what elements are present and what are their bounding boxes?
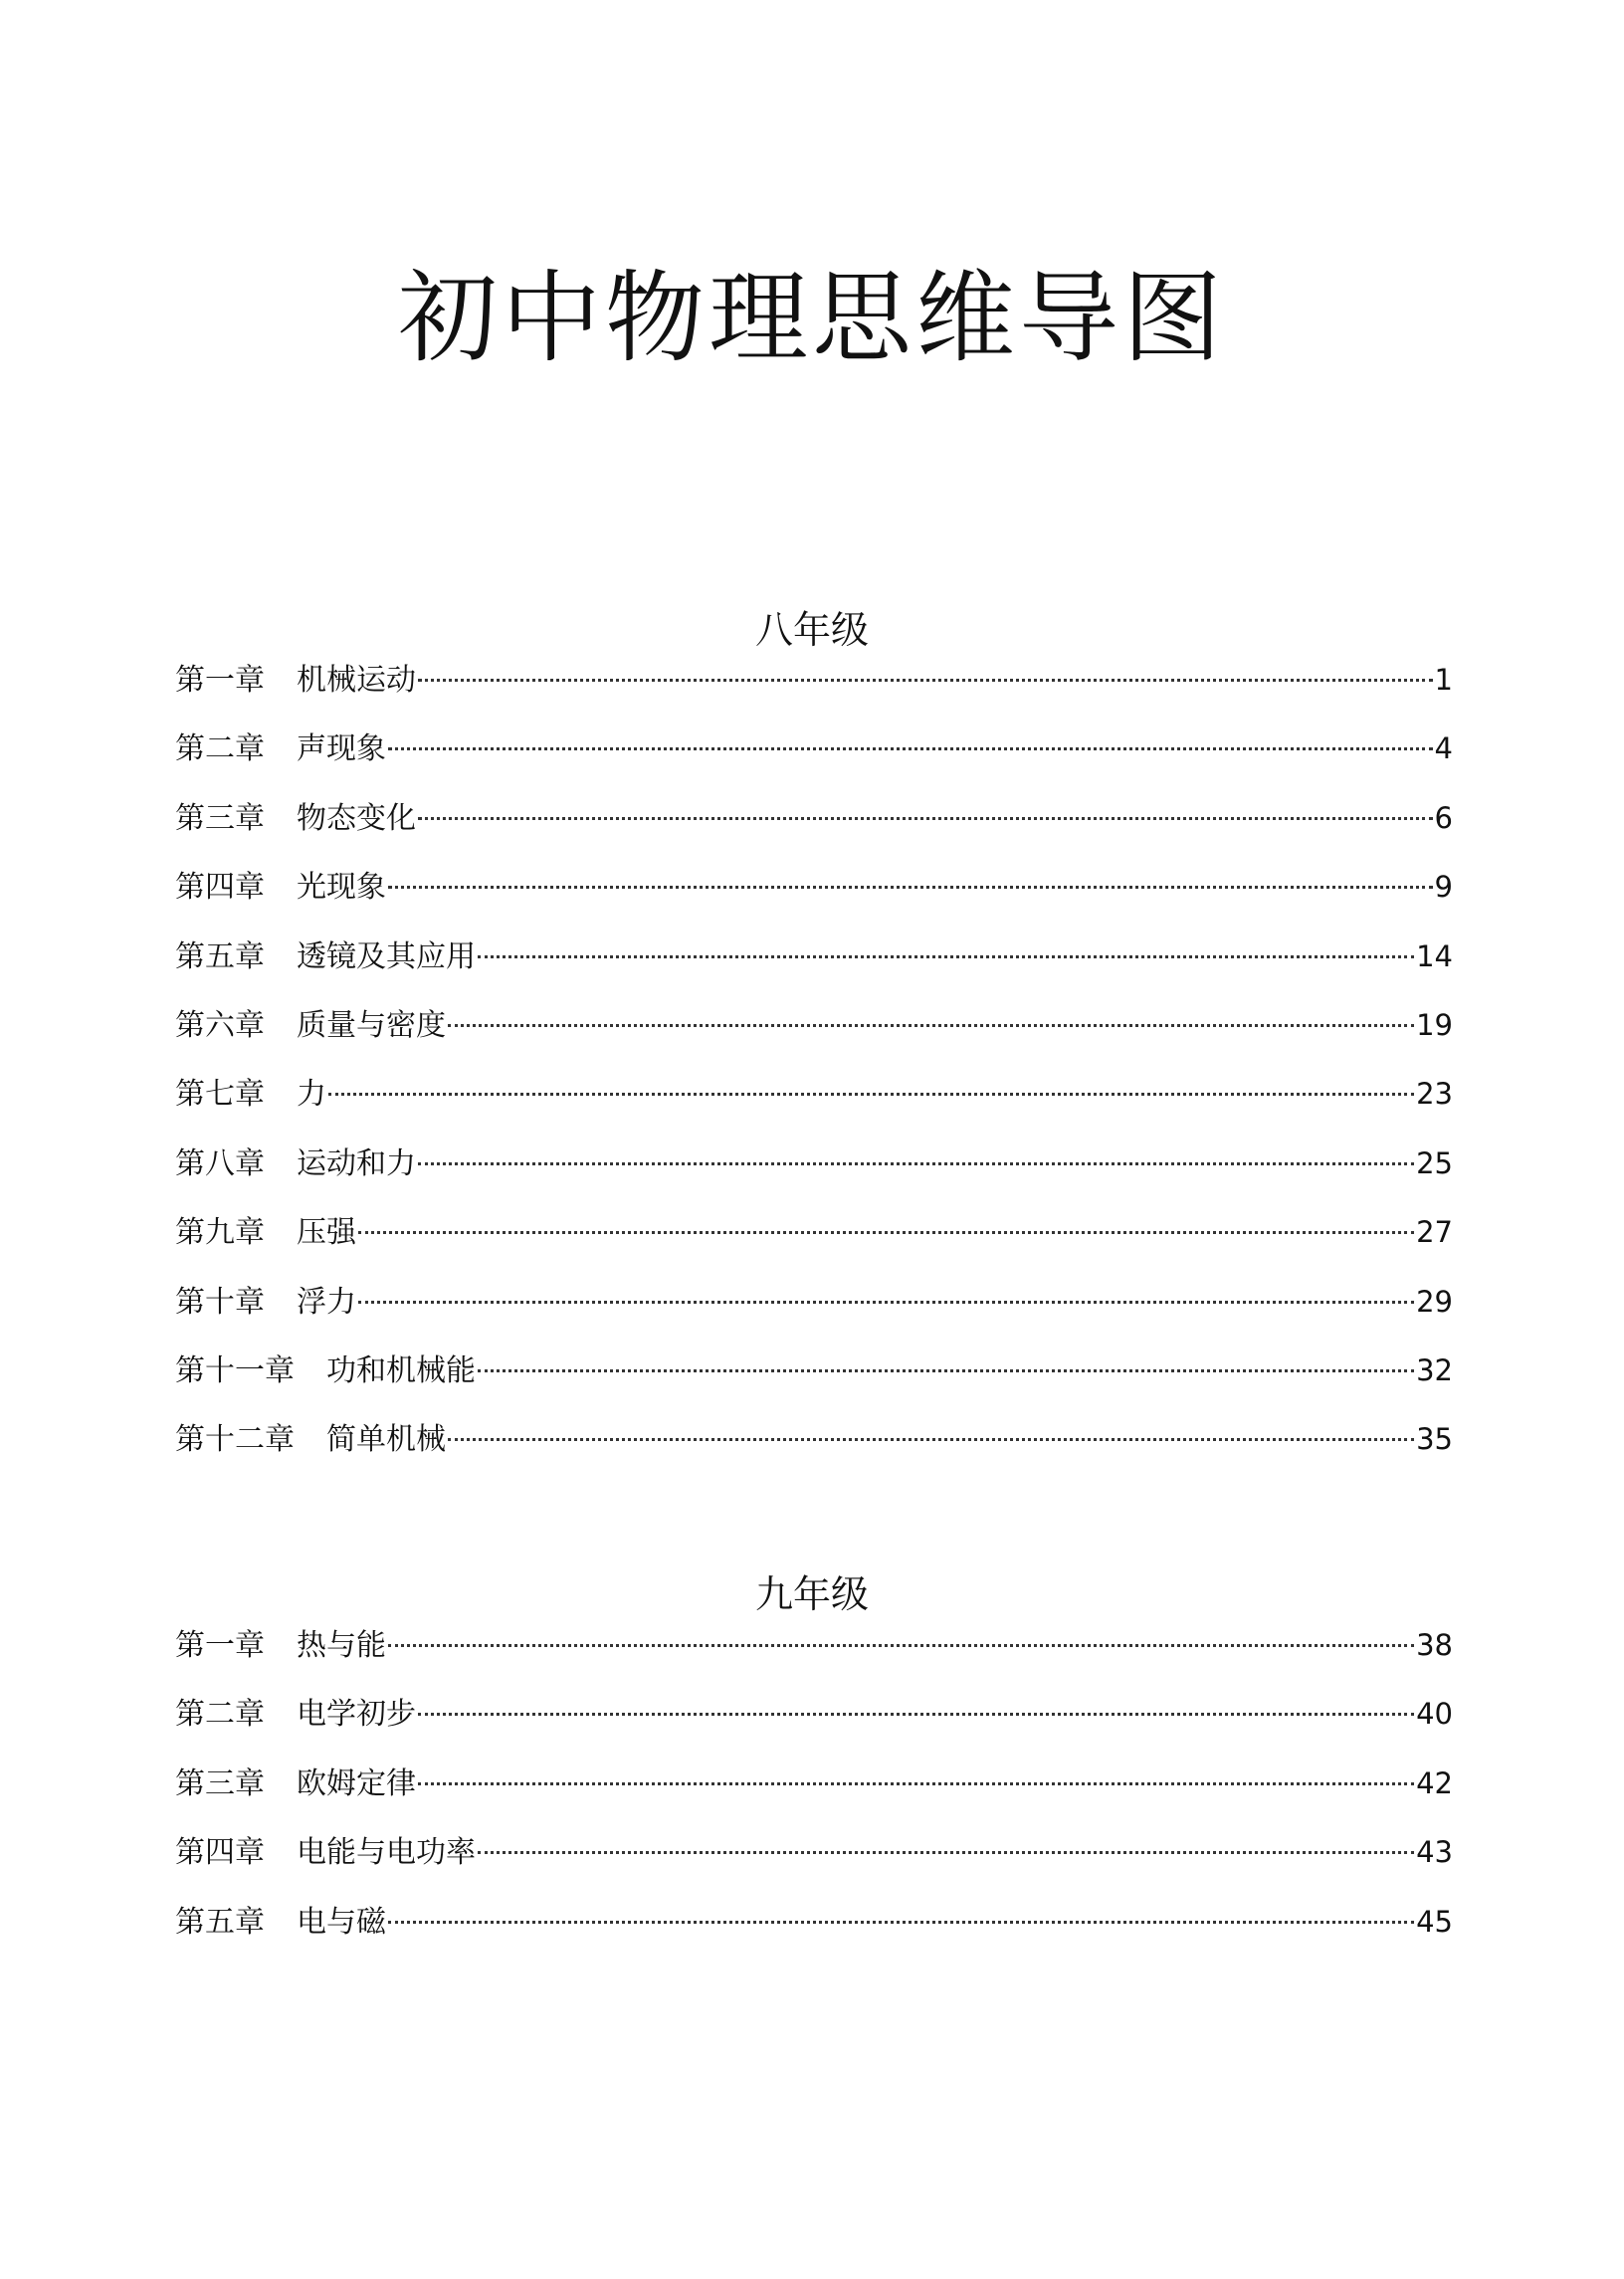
toc-page-number: 45 [1416,1904,1453,1939]
dot-leader [388,1921,1414,1924]
toc-page-number: 6 [1434,800,1453,835]
dot-leader [478,955,1414,958]
section-heading-grade-9: 九年级 [754,1572,869,1616]
toc-entry[interactable] [175,660,1453,728]
dot-leader [388,886,1433,889]
dot-leader [418,679,1433,682]
toc-entry[interactable] [175,936,1453,1005]
toc-topic: 透镜及其应用 [297,938,476,974]
toc-topic: 功和机械能 [326,1352,476,1388]
toc-entry[interactable] [175,1419,1453,1488]
toc-page-number: 14 [1416,938,1453,973]
toc-page-number: 9 [1434,870,1453,905]
dot-leader [388,1644,1414,1647]
toc-page-number: 1 [1434,663,1453,697]
toc-chapter: 第六章 [175,1007,265,1043]
toc-page-number: 23 [1416,1077,1453,1112]
toc-chapter: 第四章 [175,870,265,906]
toc-page-number: 35 [1416,1422,1453,1457]
toc-chapter: 第十二章 [175,1422,295,1458]
toc-topic: 简单机械 [326,1422,446,1458]
toc-entry[interactable] [175,1212,1453,1281]
toc-chapter: 第十章 [175,1284,265,1320]
toc-chapter: 第一章 [175,1628,265,1663]
toc-topic: 电与磁 [297,1904,386,1940]
toc-topic: 光现象 [297,870,386,906]
toc-page-number: 32 [1416,1352,1453,1387]
toc-chapter: 第九章 [175,1215,265,1251]
toc-chapter: 第一章 [175,663,265,698]
toc-entry[interactable] [175,798,1453,867]
toc-topic: 物态变化 [297,800,416,836]
dot-leader [418,1713,1414,1716]
toc-page-number: 42 [1416,1765,1453,1800]
toc-topic: 运动和力 [297,1145,416,1181]
toc-topic: 电学初步 [297,1697,416,1733]
toc-entry[interactable] [175,1350,1453,1419]
dot-leader [328,1093,1414,1096]
toc-page-number: 38 [1416,1628,1453,1662]
toc-entry[interactable] [175,1694,1453,1762]
toc-topic: 压强 [297,1215,356,1251]
toc-entry[interactable] [175,867,1453,935]
document-title: 初中物理思维导图 [398,260,1226,376]
toc-chapter: 第三章 [175,1765,265,1801]
toc-chapter: 第三章 [175,800,265,836]
dot-leader [418,1162,1414,1165]
toc-page-number: 19 [1416,1007,1453,1042]
toc-topic: 声现象 [297,731,386,767]
toc-entry[interactable] [175,1005,1453,1074]
toc-topic: 质量与密度 [297,1007,446,1043]
toc-chapter: 第二章 [175,1697,265,1733]
section-heading-grade-8: 八年级 [754,608,869,652]
toc-page-number: 25 [1416,1145,1453,1180]
toc-topic: 浮力 [297,1284,356,1320]
dot-leader [418,1782,1414,1785]
toc-entry[interactable] [175,728,1453,797]
toc-entry[interactable] [175,1763,1453,1832]
toc-page-number: 4 [1434,731,1453,766]
toc-chapter: 第四章 [175,1835,265,1871]
toc-page-number: 40 [1416,1697,1453,1732]
toc-entry[interactable] [175,1625,1453,1694]
dot-leader [478,1851,1414,1854]
toc-page-number: 29 [1416,1284,1453,1319]
toc-chapter: 第五章 [175,1904,265,1940]
toc-chapter: 第十一章 [175,1352,295,1388]
dot-leader [388,747,1433,750]
dot-leader [448,1024,1414,1027]
dot-leader [448,1438,1414,1441]
dot-leader [418,817,1433,820]
toc-entry[interactable] [175,1282,1453,1350]
toc-entry[interactable] [175,1832,1453,1901]
toc-chapter: 第五章 [175,938,265,974]
toc-chapter: 第七章 [175,1077,265,1113]
toc-topic: 力 [297,1077,326,1113]
toc-page-number: 27 [1416,1215,1453,1250]
dot-leader [358,1301,1414,1304]
toc-entry[interactable] [175,1902,1453,1970]
toc-list-grade-9 [175,1625,1453,1970]
toc-chapter: 第二章 [175,731,265,767]
toc-topic: 机械运动 [297,663,416,698]
toc-chapter: 第八章 [175,1145,265,1181]
toc-entry[interactable] [175,1143,1453,1212]
toc-entry[interactable] [175,1074,1453,1142]
toc-page-number: 43 [1416,1835,1453,1870]
dot-leader [358,1231,1414,1234]
toc-topic: 欧姆定律 [297,1765,416,1801]
toc-topic: 电能与电功率 [297,1835,476,1871]
toc-topic: 热与能 [297,1628,386,1663]
dot-leader [478,1369,1414,1372]
toc-list-grade-8 [175,660,1453,1489]
